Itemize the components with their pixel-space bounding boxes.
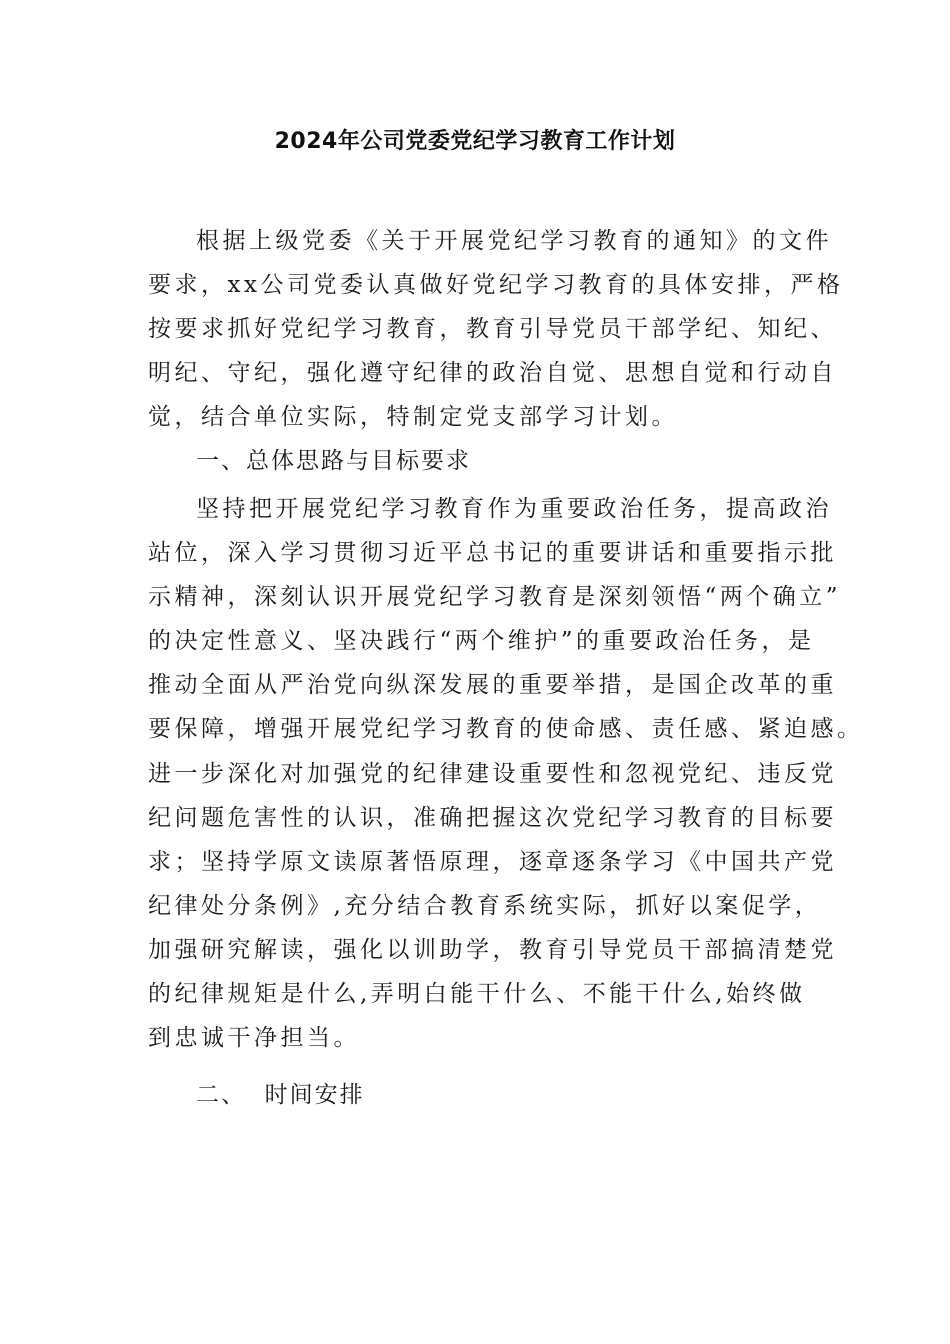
paragraph-line: 进一步深化对加强党的纪律建设重要性和忽视党纪、违反党 <box>148 761 837 787</box>
paragraph-line: 的决定性意义、坚决践行“两个维护”的重要政治任务，是 <box>148 628 815 654</box>
paragraph-line: 推动全面从严治党向纵深发展的重要举措，是国企改革的重 <box>148 672 837 698</box>
paragraph-line: 按要求抓好党纪学习教育，教育引导党员干部学纪、知纪、 <box>148 316 837 342</box>
paragraph-line: 根据上级党委《关于开展党纪学习教育的通知》的文件 <box>196 228 832 254</box>
paragraph-line: 纪律处分条例》,充分结合教育系统实际，抓好以案促学， <box>148 893 822 919</box>
paragraph-line: 到忠诚干净担当。 <box>148 1025 360 1051</box>
paragraph-line: 明纪、守纪，强化遵守纪律的政治自觉、思想自觉和行动自 <box>148 360 837 386</box>
paragraph-line: 坚持把开展党纪学习教育作为重要政治任务，提高政治 <box>196 496 832 522</box>
section-heading: 二、 时间安排 <box>196 1082 365 1108</box>
paragraph-line: 求；坚持学原文读原著悟原理，逐章逐条学习《中国共产党 <box>148 849 837 875</box>
document-title: 2024年公司党委党纪学习教育工作计划 <box>274 129 676 154</box>
paragraph-line: 纪问题危害性的认识，准确把握这次党纪学习教育的目标要 <box>148 805 837 831</box>
paragraph-line: 觉，结合单位实际，特制定党支部学习计划。 <box>148 404 678 430</box>
paragraph-line: 要求，xx公司党委认真做好党纪学习教育的具体安排，严格 <box>148 272 844 298</box>
paragraph-line: 站位，深入学习贯彻习近平总书记的重要讲话和重要指示批 <box>148 540 837 566</box>
paragraph-line: 的纪律规矩是什么,弄明白能干什么、不能干什么,始终做 <box>148 981 806 1007</box>
paragraph-line: 加强研究解读，强化以训助学，教育引导党员干部搞清楚党 <box>148 937 837 963</box>
paragraph-line: 示精神，深刻认识开展党纪学习教育是深刻领悟“两个确立” <box>148 584 842 610</box>
paragraph-line: 要保障，增强开展党纪学习教育的使命感、责任感、紧迫感。 <box>148 716 864 742</box>
section-heading: 一、总体思路与目标要求 <box>196 448 471 474</box>
